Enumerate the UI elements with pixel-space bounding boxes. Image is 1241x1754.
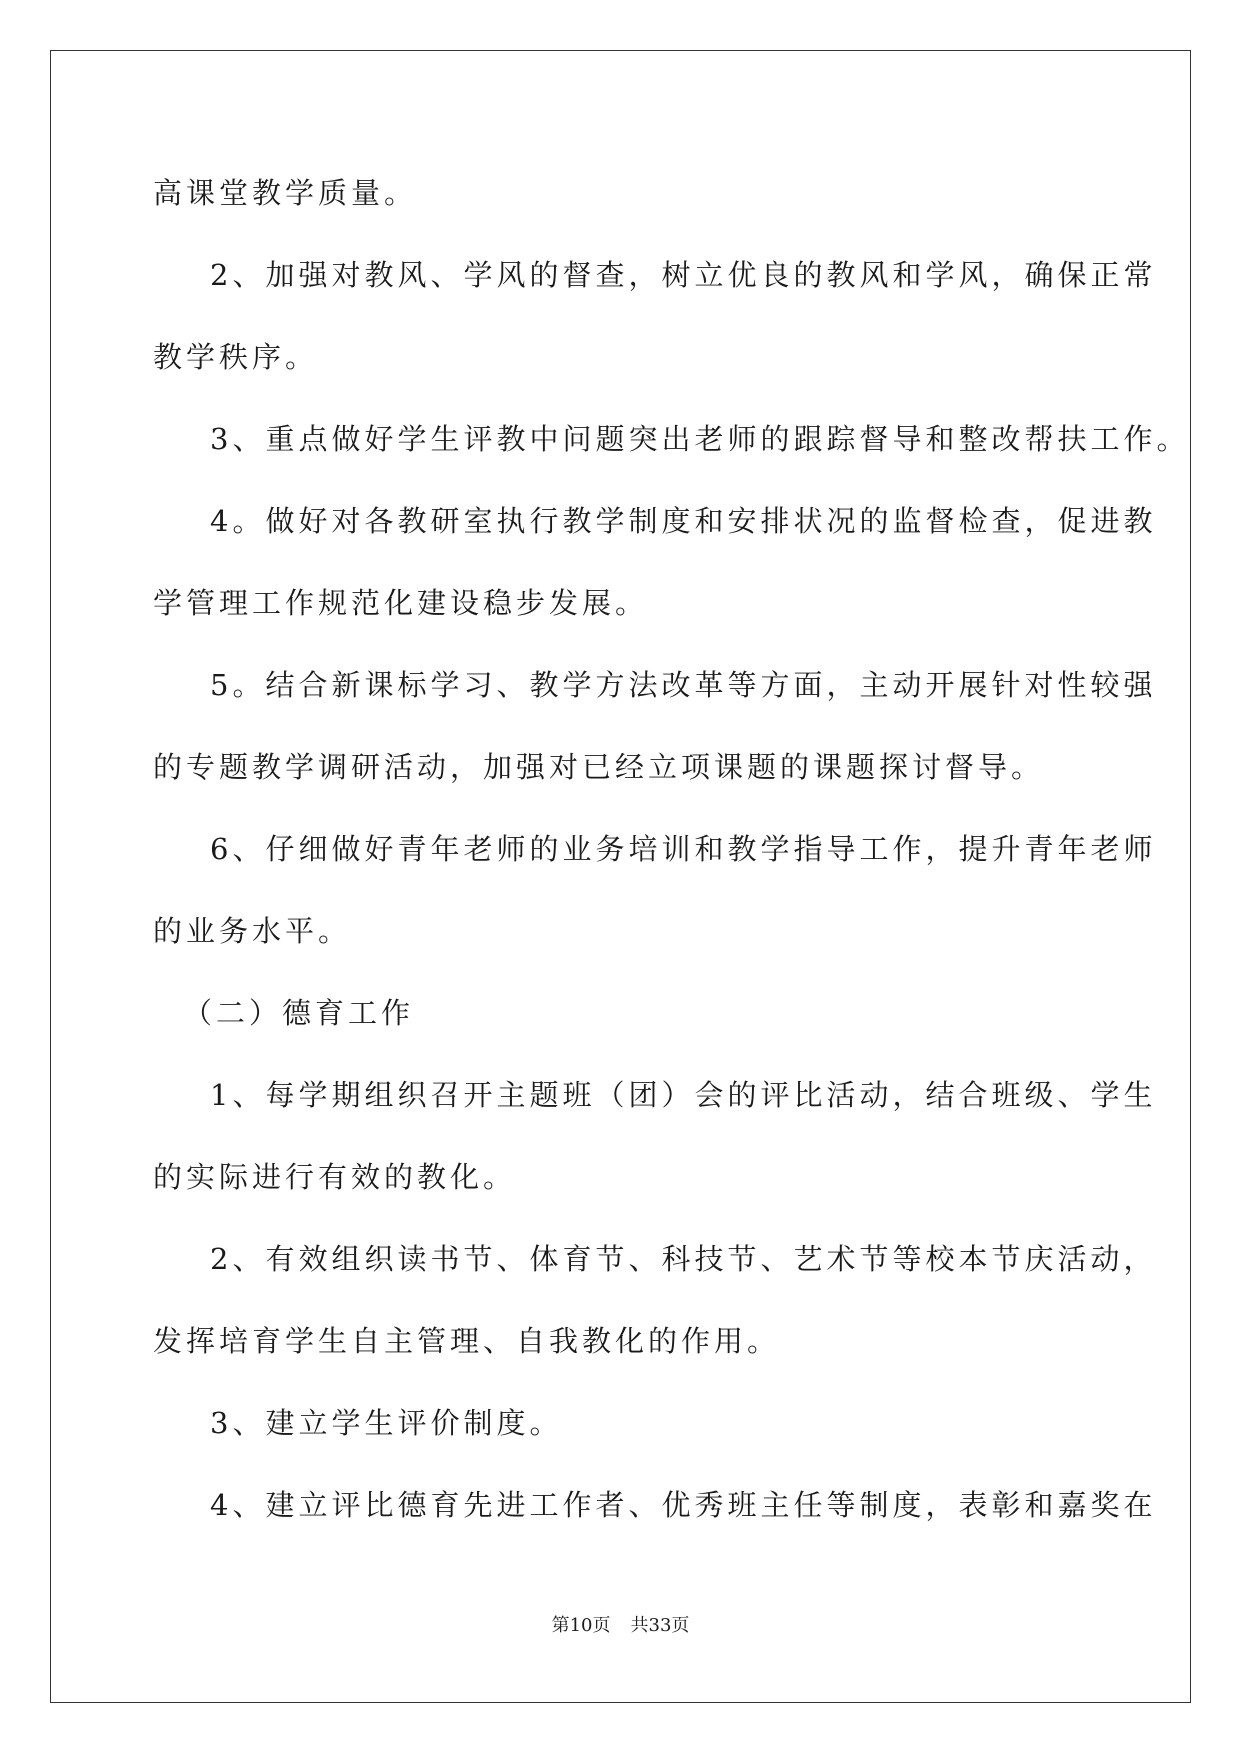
text-line: 学管理工作规范化建设稳步发展。 — [153, 586, 649, 620]
text-line: 的业务水平。 — [153, 914, 352, 948]
section-heading: （二）德育工作 — [183, 996, 415, 1030]
text-line: 3、重点做好学生评教中问题突出老师的跟踪督导和整改帮扶工作。 — [210, 422, 1190, 456]
text-line: 的专题教学调研活动，加强对已经立项课题的课题探讨督导。 — [153, 750, 1045, 784]
text-line: 2、有效组织读书节、体育节、科技节、艺术节等校本节庆活动， — [210, 1242, 1157, 1276]
text-line: 4。做好对各教研室执行教学制度和安排状况的监督检查，促进教 — [210, 504, 1157, 538]
text-line: 高课堂教学质量。 — [153, 176, 418, 210]
text-line: 4、建立评比德育先进工作者、优秀班主任等制度，表彰和嘉奖在 — [210, 1488, 1157, 1522]
page-total: 共33页 — [630, 1615, 690, 1636]
text-line: 教学秩序。 — [153, 340, 319, 374]
text-line: 的实际进行有效的教化。 — [153, 1160, 517, 1194]
text-line: 2、加强对教风、学风的督查，树立优良的教风和学风，确保正常 — [210, 258, 1157, 292]
page-number: 第10页 — [551, 1615, 611, 1636]
page-footer — [0, 1615, 1241, 1637]
page-border — [50, 50, 1191, 1703]
text-line: 6、仔细做好青年老师的业务培训和教学指导工作，提升青年老师 — [210, 832, 1157, 866]
text-line: 3、建立学生评价制度。 — [210, 1406, 563, 1440]
text-line: 发挥培育学生自主管理、自我教化的作用。 — [153, 1324, 781, 1358]
text-line: 1、每学期组织召开主题班（团）会的评比活动，结合班级、学生 — [210, 1078, 1157, 1112]
text-line: 5。结合新课标学习、教学方法改革等方面，主动开展针对性较强 — [210, 668, 1157, 702]
